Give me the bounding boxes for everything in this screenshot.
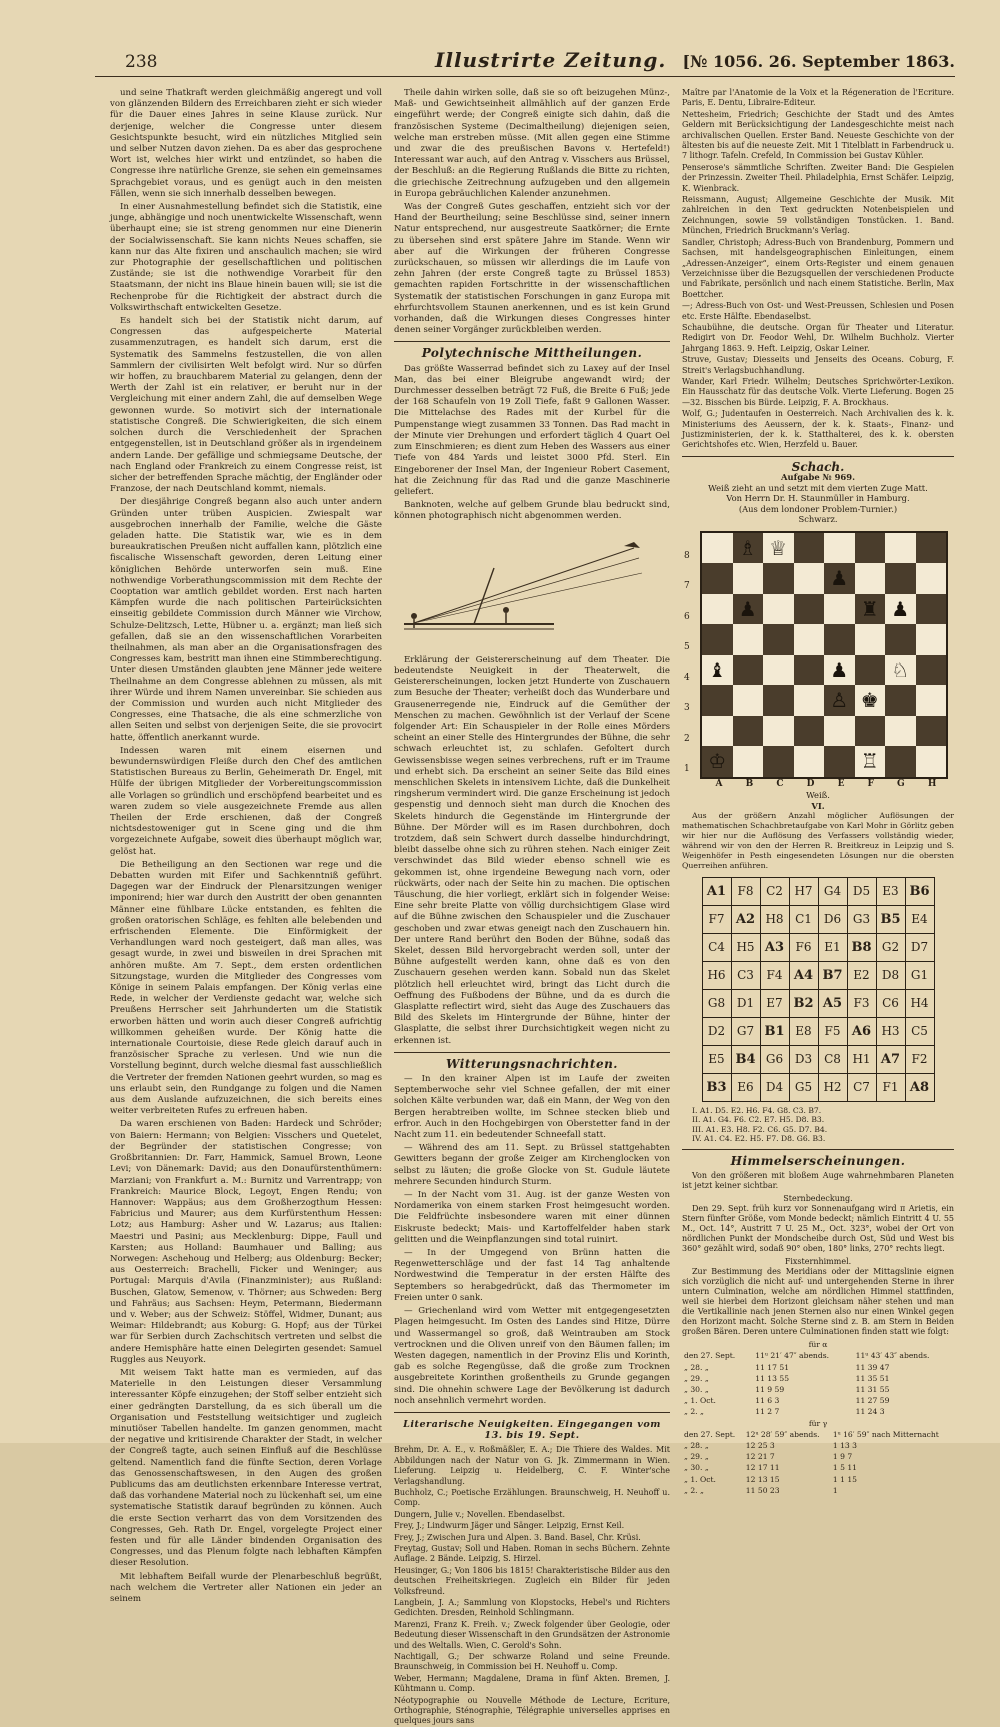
weather-heading: Witterungsnachrichten. — [446, 1056, 618, 1071]
table-cell: 11 39 47 — [855, 1362, 890, 1372]
file-label: D — [806, 778, 815, 789]
list-item: Wolf, G.; Judentaufen in Oesterreich. Nach Archivalien des k. k. Ministeriums des Aeussern, der k. k. Staats-, Finanz- und Justizministerien, der k. k. Statthalterei, des k. k. obersten Gerichtshofes etc. Wien, Herzfeld u. Bauer. — [682, 409, 954, 450]
paragraph: — Griechenland wird vom Wetter mit entgegengesetzten Plagen heimgesucht. Im Osten des Landes sind Hitze, Dürre und Wassermangel so groß, daß Weintrauben am Stock vertrocknen und die Oliven unreif von den Bäumen fallen; im Westen dagegen, namentlich in der Provinz Elis und Korinth, gab es solche Regengüsse, daß die große zum Trocknen ausgebreitete Korinthen großentheils zu Grunde gegangen sind. Die ohnehin schwere Lage der Bevölkerung ist dadurch noch ansehnlich vermehrt worden. — [394, 1306, 670, 1406]
grid-cell: C5 — [905, 1018, 934, 1046]
puzzle-solutions — [692, 1106, 954, 1144]
paragraph: Das größte Wasserrad befindet sich zu Laxey auf der Insel Man, das bei einer Bleigrube angewandt wird; der Durchmesser desselben beträgt 72 Fuß, die Breite 6 Fuß; jede der 168 Schaufeln von 19 Zoll Tiefe, faßt 9 Gallonen Wasser. Die Mittelachse des Rades mit der Kurbel für die Pumpenstange wiegt zusammen 33 Tonnen. Das Rad macht in der Minute vier Drehungen und erfordert täglich 4 Quart Oel zum Einschmieren; es dient zum Heben des Wassers aus einer Tiefe von 484 Yards und leistet 3000 Pfd. Sterl. Ein Eingeborener der Insel Man, der Ingenieur Robert Casement, hat die Zeichnung für das Rad und die ganze Maschinerie geliefert. — [394, 363, 670, 497]
table-cell: den 27. Sept. — [684, 1351, 736, 1361]
grid-cell: A1 — [702, 878, 731, 906]
table-cell: 11 6 3 — [755, 1396, 780, 1406]
grid-cell: H4 — [905, 990, 934, 1018]
grid-cell: C3 — [731, 962, 760, 990]
grid-cell: B3 — [702, 1074, 731, 1102]
grid-cell: A6 — [847, 1018, 876, 1046]
paragraph: Zur Bestimmung des Meridians oder der Mittagslinie eignen sich vorzüglich die nicht auf- und untergehenden Sterne in ihrer untern Culmination, welche am nördlichen Himmel stattfinden, weil sie hierbei dem Horizont gleichsam näher stehen und man die Vertikallinie nach jenen Sternen also nur einen Winkel gegen den Horizont macht. Solche Sterne sind z. B. am Stern in Beiden großen Bären. Deren untere Culminationen finden statt wie folgt: — [682, 1267, 954, 1337]
table-row — [702, 990, 934, 1018]
table-cell: „ 1. Oct. — [684, 1474, 716, 1484]
table-label: für γ — [808, 1418, 828, 1428]
chess-board — [700, 531, 948, 779]
grid-cell: F1 — [876, 1074, 905, 1102]
table-cell: 1 9 7 — [832, 1452, 853, 1462]
list-item: Wander, Karl Friedr. Wilhelm; Deutsches Sprichwörter-Lexikon. Ein Hausschatz für das deutsche Volk. Vierte Lieferung. Bogen 25—32. Bisschen bis Bürde. Leipzig, F. A. Brockhaus. — [682, 376, 954, 407]
paragraph: Die Betheiligung an den Sectionen war rege und die Debatten wurden mit Eifer und Sachkenntniß geführt. Dagegen war der Eindruck der Plenarsitzungen weniger imponirend; hier war durch den Austritt der oben genannten Männer eine fühlbare Lücke entstanden, es fehlten die großen oratorischen Schläge, es fehlten alle belebenden und erfrischenden Elemente. Die Einförmigkeit der Verhandlungen ward noch gesteigert, daß man alles, was gesagt wurde, in zwei und bisweilen in drei Sprachen mit anhören mußte. Am 7. Sept., dem ersten ordentlichen Sitzungstage, wurden die Mitglieder des Congresses vom Könige in seinem Palais empfangen. Der König verlas eine Rede, in welcher der Verdienste gedacht war, welche sich Preußens Herrscher seit Jahrhunderten um die Statistik erworben hätten und worin auch dieser Congreß aufrichtig willkommen geheißen wurde. Der König hatte die internationale Courtoisie, diese Rede gleich darauf auch in französischer Sprache zu verlesen. Und wie nun die Vorstellung beginnt, durch welche diesmal fast ausschließlich die Vertreter der fremden Nationen geehrt wurden, so mag es uns erlaubt sein, den Rundgange zu folgen und die Namen aus dem Auslande aufzuzeichnen, die sich bereits eines weiter verbreiteten Rufes zu erfreuen haben. — [110, 859, 382, 1117]
paragraph: Theile dahin wirken solle, daß sie so oft beizugehen Münz-, Maß- und Gewichtseinheit allmählich auf der ganzen Erde eingeführt werde; der Congreß einigte sich dahin, daß die französischen Systeme (Decimaltheilung) diejenigen seien, welche man erstreben müsse. (Mit allen gegen eine Stimme und zwar die des preußischen Bavons v. Hertefeld!) Interessant war auch, auf den Antrag v. Visschers aus Brüssel, der Beschluß: an die Regierung Rußlands die Bitte zu richten, die griechische Zeitrechnung aufzugeben und den allgemein in Europa gebräuchlichen Kalender anzunehmen. — [394, 88, 670, 199]
grid-cell: E5 — [702, 1046, 731, 1074]
grid-cell: D5 — [847, 878, 876, 906]
white-pawn-icon: ♙ — [830, 688, 849, 713]
table-cell: 1 1 15 — [832, 1474, 857, 1484]
table-row — [682, 1362, 954, 1373]
white-king-icon: ♔ — [708, 749, 727, 774]
grid-cell: G7 — [731, 1018, 760, 1046]
culmination-table — [682, 1350, 954, 1417]
paragraph: Da waren erschienen von Baden: Hardeck und Schröder; von Baiern: Hermann; von Belgien: Visschers und Quetelet, der Begründer der statistischen Congresse; von Großbritannien: Dr. Farr, Hammick, Samuel Brown, Leone Levi; von Dänemark: David; aus den Donaufürstenthümern: Marziani; von Frankfurt a. M.: Burnitz und Varrentrapp; von Frankreich: Maurice Block, Legoyt, Engen Rendu; von Hannover: Wappäus; aus dem Großherzogthum Hessen: Fabricius und Maurer; aus dem Kurfürstenthum Hessen: Lotz; aus Hamburg: Asher und W. Lazarus; aus Italien: Maestri und Pasini; aus Mecklenburg: Dippe, Faull und Karsten; aus Holland: Baumhauer und Balling; aus Norwegen: Aschehoug und Helberg; aus Oldenburg: Becker; aus Oesterreich: Brachelli, Ficker und Weninger; aus Portugal: Marquis d'Avila (Finanzminister); aus Rußland: Buschen, Glatow, Semenow, v. Thörner; aus Schweden: Berg und Fahräus; aus Sachsen: Heym, Petermann, Biedermann und v. Weber; aus der Schweiz: Stöffel, Widmer, Dunant; aus Weimar: Hildebrandt; aus Koburg: G. Hopf; aus der Türkei war für Serbien durch Zachschitsch vertreten und selbst die andere Hemisphäre hatte einen Delegirten gesendet: Samuel Ruggles aus Neuyork. — [110, 1119, 382, 1365]
paragraph: Der diesjährige Congreß begann also auch unter andern Gründen unter trüben Auspicien. Zwiespalt war ausgebrochen innerhalb der Familie, welche die Gäste geladen hatte. Die Statistik war, wie es in dem bureaukratischen Preußen nicht auffallen kann, plötzlich eine fiscalische Wissenschaft geworden, deren Leitung einer königlichen Behörde unterworfen sein muß. Eine nothwendige Vorberathungscommission mit dem Rechte der Cooptation war amtlich gebildet worden. Erst nach harten Kämpfen wurde die nach politischen Parteirücksichten einseitig gebildete Commission durch Männer wie Virchow, Schulze-Delitzsch, Lette, Hübner u. a. ergänzt; man ließ sich gefallen, daß sie an den wissenschaftlichen Vorarbeiten theilnahmen, als man aber an die Organisationsfragen des Congresses kam, bestritt man ihnen eine Stimmberechtigung. Unter diesen Umständen glaubten jene Männer jede weitere Theilnahme an dem Congresse ablehnen zu müssen, als mit ihrer Würde und ihrem Namen unvereinbar. Sie schieden aus der Commission und wurden auch nicht Mitglieder des Congresses, eine Thatsache, die als eine schmerzliche von allen Seiten und selbst von derjenigen Seite, die sie provocirt hatte, öffentlich anerkannt wurde. — [110, 497, 382, 743]
table-cell: 1 — [832, 1485, 838, 1495]
grid-cell: B5 — [876, 906, 905, 934]
table-cell: 1ᵘ 16′ 59″ nach Mitternacht — [832, 1429, 939, 1439]
paragraph: — In der Umgegend von Brünn hatten die Regenwetterschläge und der fast 14 Tag anhaltende Nordwestwind die Temperatur in der ersten Hälfte des Septembers so herabgedrückt, daß das Thermometer im Freien unter 0 sank. — [394, 1248, 670, 1303]
grid-cell: A5 — [818, 990, 847, 1018]
grid-cell: E3 — [876, 878, 905, 906]
black-pawn-icon: ♟ — [830, 657, 849, 682]
table-cell: „ 29. „ — [684, 1452, 709, 1462]
page-number: 238 — [125, 52, 158, 72]
black-king-icon: ♚ — [860, 688, 879, 713]
column-1 — [110, 88, 382, 1605]
polytechnic-heading: Polytechnische Mittheilungen. — [421, 346, 643, 361]
list-item: Struve, Gustav; Diesseits und Jenseits des Oceans. Coburg, F. Streit's Verlagsbuchhandlung. — [682, 355, 954, 375]
grid-cell: G6 — [760, 1046, 789, 1074]
paragraph: Den 29. Sept. früh kurz vor Sonnenaufgang wird π Arietis, ein Stern fünfter Größe, vom Monde bedeckt; nämlich Eintritt 4 U. 55 M., Oct. 14°, Austritt 7 U. 25 M., Oct. 323°, wobei der Ort von nördlichen Punkt der Mondscheibe durch Ost, Süd und West bis 360° gezählt wird, sodaß 90° oben, 180° links, 270° rechts liegt. — [682, 1204, 954, 1254]
rank-label: 3 — [684, 702, 690, 713]
table-cell: „ 30. „ — [684, 1463, 709, 1473]
table-cell: „ 28. „ — [684, 1362, 709, 1372]
rank-label: 4 — [684, 672, 690, 683]
white-queen-icon: ♕ — [769, 535, 788, 560]
subheading: Sternbedeckung. — [783, 1193, 853, 1203]
table-cell: „ 2. „ — [684, 1485, 704, 1495]
paragraph: Es handelt sich bei der Statistik nicht darum, auf Congressen das aufgespeicherte Material zusammenzutragen, es handelt sich darum, erst die Systematik des Sammelns festzustellen, die von allen Sammlern der civilisirten Welt befolgt wird. Nur so dürfen wir hoffen, zu brauchbarem Material zu gelangen, denn der Werth der Zahl ist ein relativer, er beruht nur in der Vergleichung mit einer andern Zahl, die auf demselben Wege gewonnen wurde. So motivirt sich der internationale statistische Congreß. Die Schwierigkeiten, die sich einem solchen durch die Verschiedenheit der Sprachen entgegenstellen, ist in Deutschland größer als in irgendeinem andern Lande. Der gefällige und schmiegsame Deutsche, der nach England oder Frankreich zu einem Congresse reist, ist sicher der betreffenden Sprache mächtig, der Engländer oder Franzose, der nach Deutschland kommt, niemals. — [110, 316, 382, 495]
grid-cell: G8 — [702, 990, 731, 1018]
grid-cell: E6 — [731, 1074, 760, 1102]
table-cell: „ 2. „ — [684, 1407, 704, 1417]
black-pawn-icon: ♟ — [891, 596, 910, 621]
grid-cell: B6 — [905, 878, 934, 906]
grid-cell: D6 — [818, 906, 847, 934]
rank-label: 6 — [684, 611, 690, 622]
black-pawn-icon: ♟ — [738, 596, 757, 621]
grid-cell: B7 — [818, 962, 847, 990]
page-header — [95, 48, 955, 77]
literature-list — [394, 1445, 670, 1727]
white-bishop-icon: ♗ — [738, 535, 757, 560]
ghost-illusion-illustration — [394, 528, 650, 648]
table-cell: 11 13 55 — [755, 1373, 790, 1383]
table-label: für α — [808, 1340, 828, 1350]
white-label: Weiß. — [806, 790, 830, 801]
grid-cell: E8 — [789, 1018, 818, 1046]
grid-cell: B8 — [847, 934, 876, 962]
table-row — [702, 1018, 934, 1046]
subheading: Fixsternhimmel. — [784, 1257, 852, 1267]
table-row — [682, 1350, 954, 1361]
grid-cell: H8 — [760, 906, 789, 934]
grid-cell: F3 — [847, 990, 876, 1018]
table-cell: 11 31 55 — [855, 1385, 890, 1395]
grid-cell: D7 — [905, 934, 934, 962]
literature-heading: Literarische Neuigkeiten. Eingegangen vom 13. bis 19. Sept. — [403, 1418, 661, 1442]
table-cell: „ 28. „ — [684, 1441, 709, 1451]
divider — [394, 341, 670, 342]
grid-cell: A8 — [905, 1074, 934, 1102]
divider — [682, 1149, 954, 1150]
table-cell: 12 17 11 — [745, 1463, 780, 1473]
grid-cell: B4 — [731, 1046, 760, 1074]
grid-cell: E4 — [905, 906, 934, 934]
grid-cell: C4 — [702, 934, 731, 962]
table-cell: 11 2 7 — [755, 1407, 780, 1417]
grid-cell: G2 — [876, 934, 905, 962]
table-row — [702, 962, 934, 990]
table-row — [682, 1462, 954, 1473]
file-label: A — [715, 778, 723, 789]
list-item: Sandler, Christoph; Adress-Buch von Brandenburg, Pommern und Sachsen, mit handelsgeographischen Einleitungen, einem „Adressen-Anzeiger“, einem Orts-Register und einem genauen Verzeichnisse über die Bezugsquellen der verschiedenen Producte und Fabrikate, persönlich und nach einem Statistiche. Berlin, Max Boettcher. — [682, 237, 954, 299]
grid-cell: F5 — [818, 1018, 847, 1046]
puzzle-number: VI. — [811, 800, 825, 811]
grid-cell: H6 — [702, 962, 731, 990]
table-row — [702, 1074, 934, 1102]
issue-date: [№ 1056. 26. September 1863. — [682, 52, 955, 71]
culmination-table — [682, 1429, 954, 1496]
list-item: Néotypographie ou Nouvelle Méthode de Lecture, Ecriture, Orthographie, Sténographie, Télégraphie universelles apprises en quelques jours sans — [394, 1695, 670, 1726]
chess-title: Schach. — [791, 459, 845, 474]
grid-cell: D8 — [876, 962, 905, 990]
grid-cell: E1 — [818, 934, 847, 962]
table-cell: 11ᵘ 21′ 47″ abends. — [755, 1351, 829, 1361]
divider — [682, 456, 954, 457]
grid-cell: F2 — [905, 1046, 934, 1074]
list-item: Frey, J.; Lindwurm Jäger und Sänger. Leipzig, Ernst Keil. — [394, 1521, 625, 1531]
solution-line: IV. A1. C4. E2. H5. F7. D8. G6. B3. — [692, 1134, 826, 1144]
list-item: Langbein, J. A.; Sammlung von Klopstocks, Hebel's und Richters Gedichten. Dresden, Reinhold Schlingmann. — [394, 1598, 670, 1618]
list-item: —; Adress-Buch von Ost- und West-Preussen, Schlesien und Posen etc. Erste Hälfte. Ebendaselbst. — [682, 301, 954, 321]
grid-cell: C8 — [818, 1046, 847, 1074]
table-cell: 11ᵘ 43′ 43″ abends. — [855, 1351, 930, 1361]
file-label: E — [837, 778, 845, 789]
list-item: Dungern, Julie v.; Novellen. Ebendaselbst. — [394, 1509, 566, 1519]
grid-cell: D4 — [760, 1074, 789, 1102]
sky-heading: Himmelserscheinungen. — [730, 1153, 906, 1168]
column-2 — [394, 88, 670, 1726]
grid-cell: D1 — [731, 990, 760, 1018]
list-item: Frey, J.; Zwischen Jura und Alpen. 3. Band. Basel, Chr. Krüsi. — [394, 1532, 641, 1542]
grid-cell: B1 — [760, 1018, 789, 1046]
paragraph: — In den krainer Alpen ist im Laufe der zweiten Septemberwoche sehr viel Schnee gefallen, der mit einer solchen Kälte verbunden war, daß ein Mann, der Weg von den Bergen herabtreiben wollte, im Schnee stecken blieb und erfror. Auch in den Hochgebirgen von Oberstetter fand in der Nacht zum 11. ein bedeutender Schneefall statt. — [394, 1074, 670, 1141]
chess-author: Von Herrn Dr. H. Staunmüller in Hamburg. — [726, 493, 910, 504]
table-cell: „ 1. Oct. — [684, 1396, 716, 1406]
grid-cell: G4 — [818, 878, 847, 906]
table-cell: 11 17 51 — [755, 1362, 790, 1372]
rank-label: 1 — [684, 763, 690, 774]
knight-tour-grid — [702, 877, 935, 1102]
literature-list-continued — [682, 88, 954, 451]
grid-cell: C6 — [876, 990, 905, 1018]
grid-cell: F6 — [789, 934, 818, 962]
paragraph: — Während des am 11. Sept. zu Brüssel stattgehabten Gewitters begann der große Zeiger am Kirchenglocken von selbst zu läuten; die große Glocke von St. Gudule läutete mehrere Secunden hindurch Sturm. — [394, 1143, 670, 1187]
table-row — [682, 1395, 954, 1406]
table-cell: den 27. Sept. — [684, 1429, 736, 1439]
file-label: H — [927, 778, 937, 789]
table-cell: 1 13 3 — [832, 1441, 857, 1451]
table-cell: „ 30. „ — [684, 1385, 709, 1395]
grid-cell: F4 — [760, 962, 789, 990]
grid-cell: H1 — [847, 1046, 876, 1074]
rank-label: 8 — [684, 550, 690, 561]
table-cell: 11 24 3 — [855, 1407, 885, 1417]
rank-label: 5 — [684, 641, 690, 652]
rank-label: 7 — [684, 580, 690, 591]
grid-cell: H3 — [876, 1018, 905, 1046]
grid-cell: G1 — [905, 962, 934, 990]
table-row — [702, 878, 934, 906]
table-cell: 12 25 3 — [745, 1441, 775, 1451]
table-cell: 11 9 59 — [755, 1385, 785, 1395]
column-3 — [682, 88, 954, 1495]
grid-cell: A7 — [876, 1046, 905, 1074]
grid-cell: G3 — [847, 906, 876, 934]
grid-cell: A3 — [760, 934, 789, 962]
paragraph: Mit weisem Takt hatte man es vermieden, auf das Materielle in den Leistungen dieser Versammlung interessanter Köpfe einzugehen; der Stoff selber entzieht sich einer gedrängten Darstellung, da es sich überall um die Organisation und Feststellung weitsichtiger und zugleich minutiöser Tabellen handelte. Im ganzen genommen, macht der negative und kritisirende Charakter der Stadt, in welcher der Congreß tagte, auch seinen Einfluß auf die Beschlüsse geltend. Namentlich fand die fünfte Section, deren Vorlage das Genossenschaftswesen, in den Augen des großen Publicums das am deutlichsten erkennbare Interesse vertrat, daß das vorhandene Material noch zu lückenhaft sei, um eine systematische Statistik darauf begründen zu können. Auch die erste Section verharrt das von dem Vorsitzenden des Congresses, Geh. Rath Dr. Engel, vorgelegte Project einer festen und für alle Länder bindenden Organisation des Congresses, und das Plenum folgte nach lebhaften Kämpfen dieser Resolution. — [110, 1367, 382, 1569]
file-label: F — [867, 778, 874, 789]
paragraph: und seine Thatkraft werden gleichmäßig angeregt und voll von glänzenden Bildern des Erreichbaren zieht er sich wieder für die Dauer eines Jahres in seine Klause zurück. Nur derjenige, welcher die Congresse unter diesem Gesichtspunkte besucht, wird ein nützliches Mitglied sein und selber Nutzen davon ziehen. Da es aber das gesprochene Wort ist, welches hier wirkt und entzündet, so haben die Congresse ihre natürliche Grenze, sie sehen ein gemeinsames Sprachgebiet voraus, und es genügt auch in den meisten Fällen, wenn sie sich innerhalb desselben bewegen. — [110, 88, 382, 199]
grid-cell: A2 — [731, 906, 760, 934]
paragraph: Banknoten, welche auf gelbem Grunde blau bedruckt sind, können photographisch nicht abgenommen werden. — [394, 500, 670, 522]
grid-cell: D2 — [702, 1018, 731, 1046]
list-item: Nachtigall, G.; Der schwarze Roland und seine Freunde. Braunschweig, in Commission bei H. Neuhoff u. Comp. — [394, 1652, 670, 1672]
list-item: Weber, Hermann; Magdalene, Drama in fünf Akten. Bremen, J. Kühtmann u. Comp. — [394, 1673, 670, 1694]
grid-cell: H5 — [731, 934, 760, 962]
file-label: G — [897, 778, 905, 789]
grid-cell: A4 — [789, 962, 818, 990]
list-item: Freytag, Gustav; Soll und Haben. Roman in sechs Büchern. Zehnte Auflage. 2 Bände. Leipzig, S. Hirzel. — [394, 1543, 670, 1564]
table-row — [682, 1485, 954, 1496]
paragraph: In einer Ausnahmestellung befindet sich die Statistik, eine junge, abhängige und noch unentwickelte Wissenschaft, wenn überhaupt eine; sie ist streng genommen nur eine Dienerin der Socialwissenschaft. Sie kann nichts Neues schaffen, sie kann nur das Alte fixiren und anschaulich machen; sie wird zur Photographie der gesellschaftlichen und politischen Zustände; sie ist die nothwendige Vorarbeit für den Staatsmann, der nicht ins Blaue hinein bauen will; sie ist die Rechenprobe für die Richtigkeit der abstract durch die Volkswirthschaft entwickelten Gesetze. — [110, 202, 382, 313]
grid-cell: F8 — [731, 878, 760, 906]
file-label: B — [745, 778, 754, 789]
paragraph: Von den größeren mit bloßem Auge wahrnehmbaren Planeten ist jetzt keiner sichtbar. — [682, 1170, 954, 1190]
black-bishop-icon: ♝ — [708, 657, 727, 682]
chess-problem-header — [682, 459, 954, 525]
paragraph: Indessen waren mit einem eisernen und bewundernswürdigen Fleiße durch den Chef des amtlichen Statistischen Bureaus zu Berlin, Geheimerath Dr. Engel, mit Hülfe der übrigen Mitglieder der Vorbereitungscommission alle Vorlagen so gründlich und erschöpfend bearbeitet und es waren zudem so viele ausgezeichnete Fremde aus allen Theilen der Erde erschienen, daß der Congreß nichtsdestoweniger gut in Scene ging und die ihm vorgezeichnete Aufgabe, soweit dies überhaupt möglich war, gelöst hat. — [110, 745, 382, 857]
paragraph: Mit lebhaftem Beifall wurde der Plenarbeschluß begrüßt, nach welchem die Vertreter aller Nationen ein jeder an seinem — [110, 1571, 382, 1605]
chess-source: (Aus dem londoner Problem-Turnier.) — [738, 503, 898, 514]
white-knight-icon: ♘ — [891, 657, 910, 682]
file-label: C — [776, 778, 784, 789]
list-item: Penserose's sämmtliche Schriften. Zweiter Band: Die Gespielen der Prinzessin. Zweiter Theil. Philadelphia, Ernst Schäfer. Leipzig, K. Wienbrack. — [682, 162, 954, 193]
list-item: Maître par l'Anatomie de la Voix et la Régeneration de l'Ecriture. Paris, E. Dentu, Libraire-Editeur. — [682, 88, 954, 108]
grid-cell: B2 — [789, 990, 818, 1018]
grid-cell: H2 — [818, 1074, 847, 1102]
grid-cell: C7 — [847, 1074, 876, 1102]
table-cell: 1 5 11 — [832, 1463, 857, 1473]
grid-cell: E2 — [847, 962, 876, 990]
white-rook-icon: ♖ — [860, 749, 879, 774]
grid-cell: D3 — [789, 1046, 818, 1074]
puzzle-intro: Aus der größern Anzahl möglicher Auflösungen der mathematischen Schachbretaufgabe von Karl Mohr in Görlitz geben wir hier nur die Auflösung des Verfassers vollständig wieder, während wir von den der Herren R. Breitkreuz in Leipzig und S. Weigenhöfer in Pesth eingesendeten Lösungen nur die obersten Querreihen anführen. — [682, 811, 954, 871]
table-row — [682, 1429, 954, 1440]
black-pawn-icon: ♟ — [830, 566, 849, 591]
table-row — [702, 934, 934, 962]
list-item: Nettesheim, Friedrich; Geschichte der Stadt und des Amtes Geldern mit Berücksichtigung der Landesgeschichte meist nach archivalischen Quellen. Erster Band. Neueste Geschichte von der ältesten bis auf die neueste Zeit. Mit 1 Titelblatt in Farbendruck u. 7 lithogr. Tafeln. Crefeld, In Commission bei Gustav Kühler. — [682, 109, 954, 161]
table-cell: 11 50 23 — [745, 1485, 780, 1495]
list-item: Heusinger, G.; Von 1806 bis 1815! Charakteristische Bilder aus den deutschen Freiheitskriegen. Zugleich ein Bilder für jeden Volksfreund. — [394, 1565, 670, 1596]
table-row — [682, 1440, 954, 1451]
table-row — [682, 1373, 954, 1384]
black-rook-icon: ♜ — [860, 596, 879, 621]
table-row — [702, 1046, 934, 1074]
chess-task: Weiß zieht an und setzt mit dem vierten Zuge Matt. — [708, 482, 928, 493]
list-item: Reissmann, August; Allgemeine Geschichte der Musik. Mit zahlreichen in den Text gedruckten Notenbeispielen und Zeichnungen, sowie 59 vollständigen Tonstücken. 1. Band. München, Friedrich Bruckmann's Verlag. — [682, 195, 954, 236]
paragraph: Erklärung der Geistererscheinung auf dem Theater. Die bedeutendste Neuigkeit in der Theaterwelt, die Geistererscheinungen, locken jetzt Hunderte von Zuschauern zum Besuche der Theater; verheißt doch das Wunderbare und Grausenerregende nie, Eindruck auf die Gemüther der Menschen zu machen. Gewöhnlich ist der Verlauf der Scene folgender Art: Ein Schauspieler in der Rolle eines Mörders scheint an einer Stelle des Hintergrundes der Bühne, die sehr schwach erleuchtet ist, zu schlafen. Gefoltert durch Gewissensbisse wegen seines verbrechens, ruft er im Traume und erhebt sich. Da erscheint an seiner Seite das Bild eines menschlichen Skelets in intensivem Lichte, daß die Dunkelheit ringsherum vermindert wird. Die ganze Erscheinung ist jedoch gespenstig und dennoch sieht man durch die Knochen des Skelets hindurch die Gegenstände im Hintergrunde der Bühne. Der Mörder will es im Rasen durchbohren, doch trotzdem, daß sein Schwert durch dasselbe hindurchdringt, bleibt dasselbe ohne sich zu rühren stehen. Nach einiger Zeit verschwindet das Bild wieder ebenso schnell wie es gekommen ist, ohne irgendeine Bewegung nach vorn, oder rückwärts, oder nach der Seite hin zu machen. Die optischen Täuschung, die hier vorliegt, erklärt sich in folgender Weise: Eine sehr breite Platte von völlig durchsichtigem Glase wird auf die Bühne zwischen den Schauspieler und die Zuschauer geschoben und zwar etwas geneigt nach den Zuschauern hin. Der untere Rand berührt den Boden der Bühne, sodaß das Skelet, dessen Bild hervorgebracht werden soll, unter der Bühne aufgestellt werden kann, ohne daß es von den Zuschauern gesehen werden kann. Sobald nun das Skelet plötzlich hell erleuchtet wird, bringt das Licht durch die Oeffnung des Fußbodens der Bühne, und da es durch die Glasplatte reflectirt wird, sieht das Auge des Zuschauers das Bild des Skelets im Hintergrunde der Bühne, hinter der Glasplatte, die selbst ihrer Durchsichtigkeit wegen nicht zu erkennen ist. — [394, 654, 670, 1046]
grid-cell: E7 — [760, 990, 789, 1018]
table-cell: 12 13 15 — [745, 1474, 780, 1484]
grid-cell: F7 — [702, 906, 731, 934]
list-item: Brehm, Dr. A. E., v. Roßmäßler, E. A.; Die Thiere des Waldes. Mit Abbildungen nach der Natur von G. Jk. Zimmermann in Wien. Lieferung. Leipzig u. Heidelberg, C. F. Winter'sche Verlagshandlung. — [394, 1445, 670, 1486]
solution-line: II. A1. G4. F6. C2. E7. H5. D8. B3. — [692, 1115, 825, 1125]
paragraph: — In der Nacht vom 31. Aug. ist der ganze Westen von Nordamerika von einem starken Frost heimgesucht worden. Die Feldfrüchte insbesondere waren mit einer dünnen Eiskruste bedeckt; Mais- und Kartoffelfelder haben stark gelitten und die Weinpflanzungen sind total ruinirt. — [394, 1190, 670, 1245]
table-cell: 11 35 51 — [855, 1373, 890, 1383]
table-cell: 12ᵘ 28′ 59″ abends. — [745, 1429, 820, 1439]
black-label: Schwarz. — [798, 514, 838, 525]
list-item: Buchholz, C.; Poetische Erzählungen. Braunschweig, H. Neuhoff u. Comp. — [394, 1487, 670, 1508]
solution-line: I. A1. D5. E2. H6. F4. G8. C3. B7. — [692, 1106, 822, 1116]
table-cell: 12 21 7 — [745, 1452, 775, 1462]
grid-cell: G5 — [789, 1074, 818, 1102]
rank-label: 2 — [684, 733, 690, 744]
paragraph: Was der Congreß Gutes geschaffen, entzieht sich vor der Hand der Beurtheilung; seine Beschlüsse sind, seiner innern Natur entsprechend, nur ausgestreute Saatkörner; die Ernte zu übersehen sind erst spätere Jahre im Stande. Wenn wir aber auf die Wirkungen der früheren Congresse zurückschauen, so müssen wir allerdings die im Laufe von zehn Jahren (der erste Congreß tagte zu Brüssel 1853) gemachten rapiden Fortschritte in der wissenschaftlichen Systematik der statistischen Forschungen in ganz Europa mit ehrfurchtsvollem Staunen anerkennen, und es ist kein Grund vorhanden, daß die Wirkungen dieses Congresses hinter denen seiner Vorgänger zurückbleiben werden. — [394, 202, 670, 336]
newspaper-title: Illustrirte Zeitung. — [435, 48, 667, 72]
table-row — [682, 1384, 954, 1395]
table-row — [702, 906, 934, 934]
grid-cell: H7 — [789, 878, 818, 906]
chess-diagram — [682, 531, 954, 801]
file-labels — [704, 779, 948, 790]
solution-line: III. A1. E3. H8. F2. C6. G5. D7. B4. — [692, 1124, 828, 1134]
table-row — [682, 1474, 954, 1485]
table-cell: „ 29. „ — [684, 1373, 709, 1383]
list-item: Schaubühne, die deutsche. Organ für Theater und Literatur. Redigirt von Dr. Feodor Wehl, Dr. Wilhelm Buchholz. Vierter Jahrgang 1863. 9. Heft. Leipzig, Oskar Leiner. — [682, 322, 954, 353]
grid-cell: C1 — [789, 906, 818, 934]
divider — [394, 1052, 670, 1053]
table-row — [682, 1406, 954, 1417]
grid-cell: C2 — [760, 878, 789, 906]
divider — [394, 1412, 670, 1413]
chess-problem-number: Aufgabe № 969. — [781, 472, 855, 483]
table-row — [682, 1451, 954, 1462]
list-item: Marenzi, Franz K. Freih. v.; Zweck folgender über Geologie, oder Bedeutung dieser Wissenschaft in den Grundsätzen der Astronomie und des Weltalls. Wien, C. Gerold's Sohn. — [394, 1619, 670, 1650]
table-cell: 11 27 59 — [855, 1396, 890, 1406]
